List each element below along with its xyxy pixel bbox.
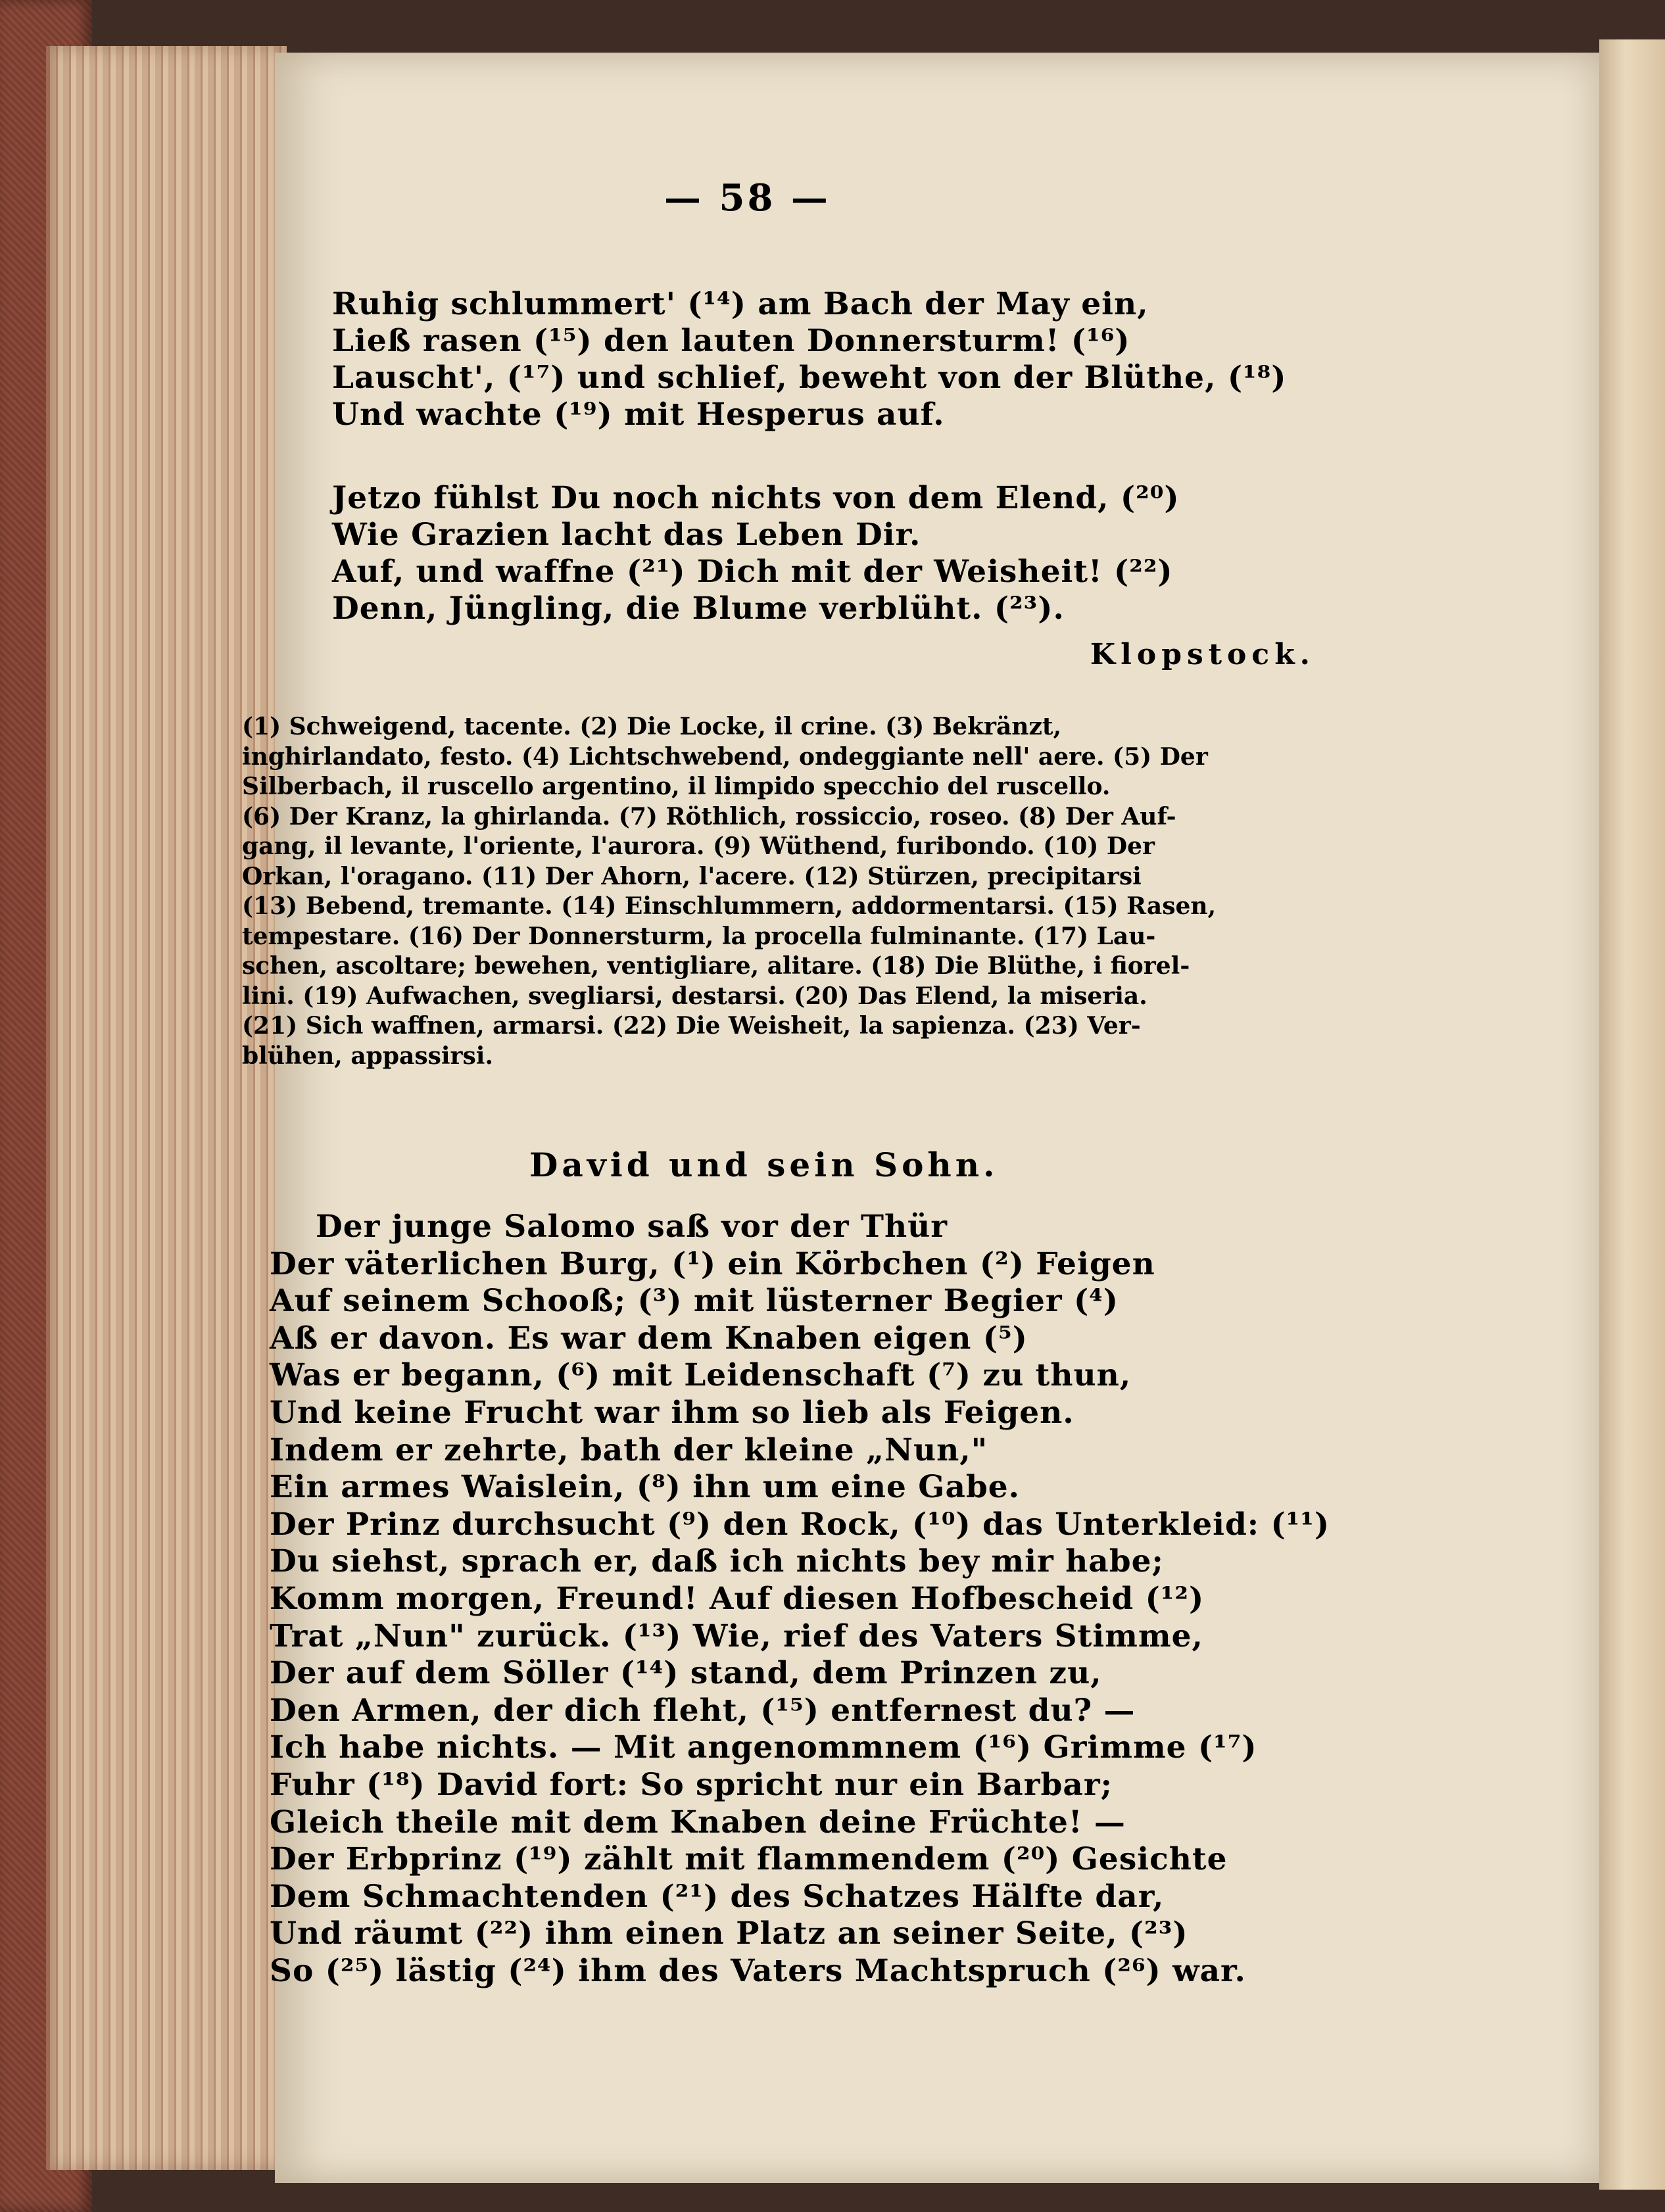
page-edges: [46, 46, 287, 2170]
stanza: [332, 480, 1180, 627]
poem-line: Indem er zehrte, bath der kleine „Nun,": [270, 1431, 988, 1468]
poem-line: Auf seinem Schooß; (³) mit lüsterner Begier (⁴): [270, 1283, 1119, 1320]
poem-line: Den Armen, der dich fleht, (¹⁵) entfernest du? —: [270, 1692, 1136, 1729]
footnote-line: lini. (19) Aufwachen, svegliarsi, destarsi. (20) Das Elend, la miseria.: [242, 982, 1147, 1010]
poem-line: So (²⁵) lästig (²⁴) ihm des Vaters Machtspruch (²⁶) war.: [270, 1952, 1246, 1989]
poem-line: Ein armes Waislein, (⁸) ihn um eine Gabe.: [270, 1469, 1021, 1506]
poem-line: Du siehst, sprach er, daß ich nichts bey mir habe;: [270, 1543, 1164, 1580]
poem-line: Was er begann, (⁶) mit Leidenschaft (⁷) zu thun,: [270, 1357, 1132, 1394]
facing-page-edge: [1599, 39, 1665, 2190]
footnote-line: inghirlandato, festo. (4) Lichtschwebend, ondeggiante nell' aere. (5) Der: [242, 742, 1208, 771]
footnote-line: tempestare. (16) Der Donnersturm, la procella fulminante. (17) Lau-: [242, 922, 1156, 950]
poem-line: Der Prinz durchsucht (⁹) den Rock, (¹⁰) das Unterkleid: (¹¹): [270, 1506, 1330, 1543]
poem-line: Ich habe nichts. — Mit angenommnem (¹⁶) Grimme (¹⁷): [270, 1729, 1257, 1766]
verse-line: Lauscht', (¹⁷) und schlief, beweht von der Blüthe, (¹⁸): [332, 360, 1287, 396]
poem-line: Dem Schmachtenden (²¹) des Schatzes Hälfte dar,: [270, 1878, 1165, 1915]
footnote-line: Silberbach, il ruscello argentino, il limpido specchio del ruscello.: [242, 773, 1111, 800]
footnote-line: gang, il levante, l'oriente, l'aurora. (9) Wüthend, furibondo. (10) Der: [242, 832, 1155, 860]
poem-line: Trat „Nun" zurück. (¹³) Wie, rief des Vaters Stimme,: [270, 1618, 1203, 1654]
poem-line: Gleich theile mit dem Knaben deine Früchte! —: [270, 1804, 1126, 1840]
verse-line: Denn, Jüngling, die Blume verblüht. (²³).: [332, 590, 1065, 627]
stanza: [332, 286, 1286, 433]
poem-line: Der väterlichen Burg, (¹) ein Körbchen (²) Feigen: [270, 1245, 1155, 1282]
footnote-line: (1) Schweigend, tacente. (2) Die Locke, il crine. (3) Bekränzt,: [242, 713, 1062, 740]
poem: [270, 1209, 1330, 1990]
author-signature: Klopstock.: [1090, 638, 1315, 671]
verse-line: Wie Grazien lacht das Leben Dir.: [332, 517, 921, 553]
verse-line: Auf, und waffne (²¹) Dich mit der Weisheit! (²²): [332, 554, 1173, 590]
poem-line: Aß er davon. Es war dem Knaben eigen (⁵): [270, 1320, 1028, 1357]
page-number: — 58 —: [664, 176, 831, 220]
section-title: David und sein Sohn.: [529, 1145, 999, 1184]
footnote-line: schen, ascoltare; bewehen, ventigliare, alitare. (18) Die Blüthe, i fiorel-: [242, 952, 1190, 980]
poem-line: Fuhr (¹⁸) David fort: So spricht nur ein Barbar;: [270, 1766, 1113, 1803]
poem-line: Der Erbprinz (¹⁹) zählt mit flammendem (²⁰) Gesichte: [270, 1841, 1228, 1878]
footnote-line: (21) Sich waffnen, armarsi. (22) Die Weisheit, la sapienza. (23) Ver-: [242, 1012, 1141, 1040]
poem-line: Der junge Salomo saß vor der Thür: [316, 1209, 948, 1245]
verse-line: Ließ rasen (¹⁵) den lauten Donnersturm! (¹⁶): [332, 323, 1130, 359]
footnote-line: (6) Der Kranz, la ghirlanda. (7) Röthlich, rossiccio, roseo. (8) Der Auf-: [242, 802, 1176, 830]
verse-line: Ruhig schlummert' (¹⁴) am Bach der May ein,: [332, 286, 1149, 322]
footnote-line: blühen, appassirsi.: [242, 1042, 493, 1070]
poem-line: Komm morgen, Freund! Auf diesen Hofbescheid (¹²): [270, 1580, 1205, 1617]
verse-line: Jetzo fühlst Du noch nichts von dem Elend, (²⁰): [332, 480, 1180, 516]
poem-line: Und räumt (²²) ihm einen Platz an seiner Seite, (²³): [270, 1915, 1188, 1952]
poem-line: Der auf dem Söller (¹⁴) stand, dem Prinzen zu,: [270, 1655, 1102, 1692]
footnote-line: Orkan, l'oragano. (11) Der Ahorn, l'acere. (12) Stürzen, precipitarsi: [242, 862, 1142, 890]
footnotes: [242, 712, 1518, 1071]
verse-line: Und wachte (¹⁹) mit Hesperus auf.: [332, 397, 945, 433]
footnote-line: (13) Bebend, tremante. (14) Einschlummern, addormentarsi. (15) Rasen,: [242, 892, 1217, 920]
poem-line: Und keine Frucht war ihm so lieb als Feigen.: [270, 1394, 1074, 1431]
